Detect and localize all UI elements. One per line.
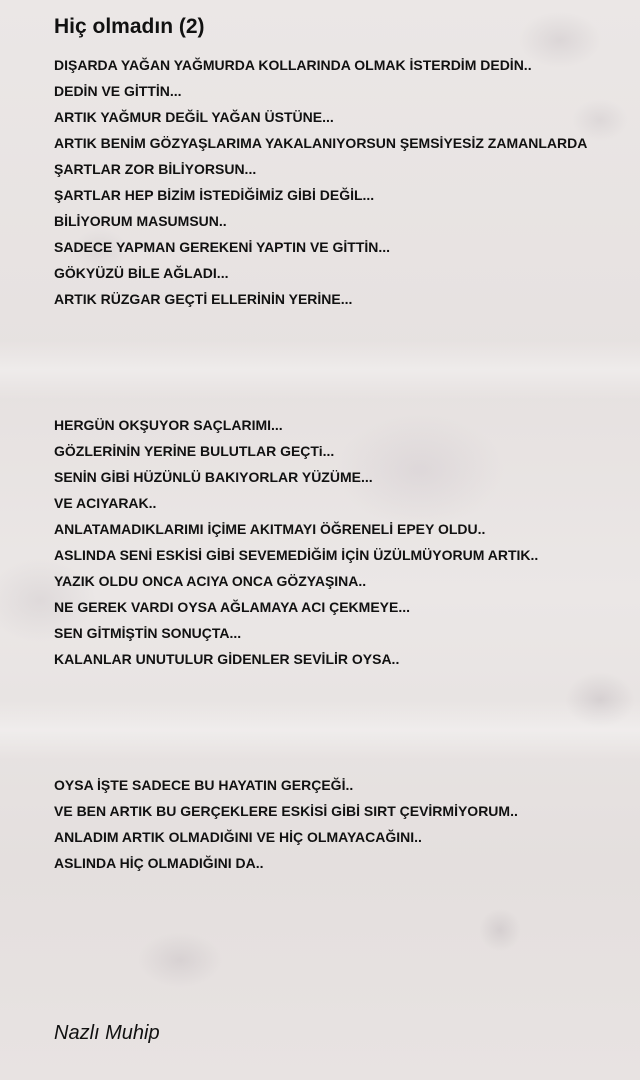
poem-line: GÖZLERİNİN YERİNE BULUTLAR GEÇTi... [54, 443, 335, 459]
poem-line: SENİN GİBİ HÜZÜNLÜ BAKIYORLAR YÜZÜME... [54, 469, 373, 485]
paper-texture [0, 340, 640, 400]
poem-line: ANLADIM ARTIK OLMADIĞINI VE HİÇ OLMAYACAĞINI.. [54, 829, 422, 845]
poem-page [54, 14, 640, 1044]
poem-line: SEN GİTMİŞTİN SONUÇTA... [54, 625, 242, 641]
poem-line: ARTIK YAĞMUR DEĞİL YAĞAN ÜSTÜNE... [54, 109, 334, 125]
poem-author: Nazlı Muhip [54, 1022, 160, 1044]
poem-line: DIŞARDA YAĞAN YAĞMURDA KOLLARINDA OLMAK İSTERDİM DEDİN.. [54, 57, 532, 73]
poem-line: VE BEN ARTIK BU GERÇEKLERE ESKİSİ GİBİ SIRT ÇEVİRMİYORUM.. [54, 803, 518, 819]
stanza-1 [54, 52, 587, 312]
stanza-2 [54, 412, 538, 672]
poem-line: ANLATAMADIKLARIMI İÇİME AKITMAYI ÖĞRENELİ EPEY OLDU.. [54, 521, 486, 537]
poem-line: BİLİYORUM MASUMSUN.. [54, 213, 227, 229]
poem-line: VE ACIYARAK.. [54, 495, 157, 511]
stanza-3 [54, 772, 518, 876]
poem-line: ASLINDA HİÇ OLMADIĞINI DA.. [54, 855, 264, 871]
poem-line: YAZIK OLDU ONCA ACIYA ONCA GÖZYAŞINA.. [54, 573, 367, 589]
poem-line: ŞARTLAR HEP BİZİM İSTEDİĞİMİZ GİBİ DEĞİL... [54, 187, 375, 203]
poem-line: NE GEREK VARDI OYSA AĞLAMAYA ACI ÇEKMEYE... [54, 599, 411, 615]
poem-line: HERGÜN OKŞUYOR SAÇLARIMI... [54, 417, 283, 433]
poem-line: GÖKYÜZÜ BİLE AĞLADI... [54, 265, 229, 281]
poem-line: KALANLAR UNUTULUR GİDENLER SEVİLİR OYSA.. [54, 651, 400, 667]
poem-line: DEDİN VE GİTTİN... [54, 83, 182, 99]
poem-line: SADECE YAPMAN GEREKENİ YAPTIN VE GİTTİN... [54, 239, 391, 255]
poem-line: ARTIK RÜZGAR GEÇTİ ELLERİNİN YERİNE... [54, 291, 353, 307]
paper-texture [0, 700, 640, 760]
poem-line: ARTIK BENİM GÖZYAŞLARIMA YAKALANIYORSUN ŞEMSİYESİZ ZAMANLARDA [54, 135, 588, 151]
poem-line: ASLINDA SENİ ESKİSİ GİBİ SEVEMEDİĞİM İÇİN ÜZÜLMÜYORUM ARTIK.. [54, 547, 539, 563]
poem-title: Hiç olmadın (2) [54, 15, 205, 38]
poem-line: ŞARTLAR ZOR BİLİYORSUN... [54, 161, 257, 177]
poem-line: OYSA İŞTE SADECE BU HAYATIN GERÇEĞİ.. [54, 777, 354, 793]
